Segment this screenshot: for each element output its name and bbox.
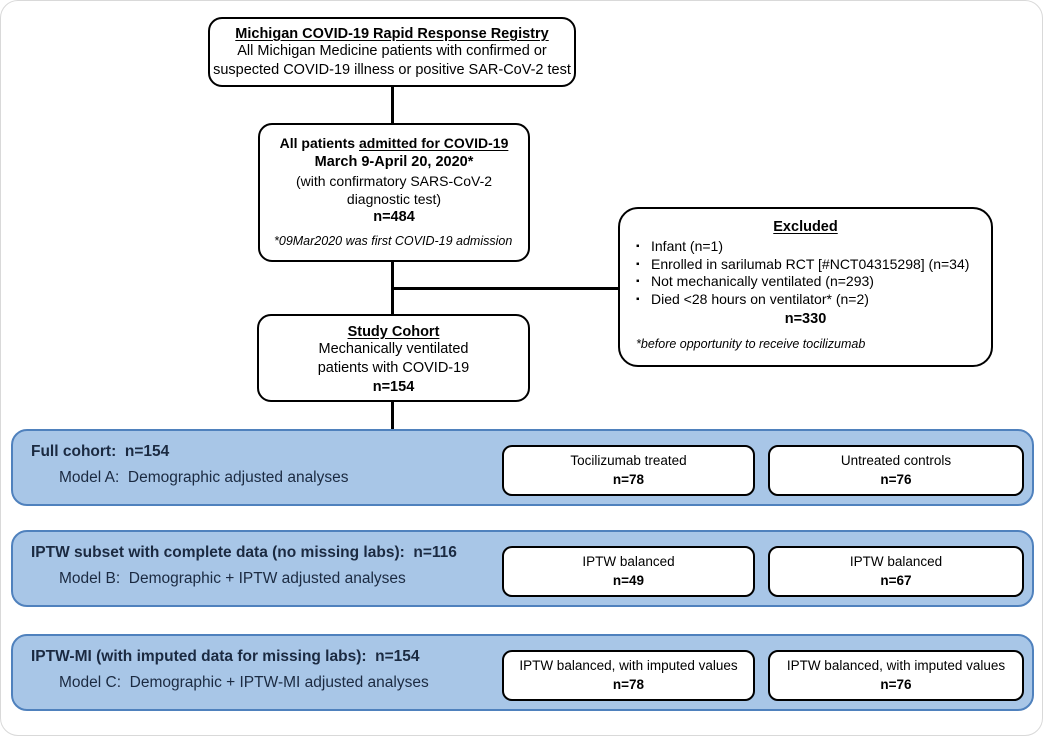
admitted-dates: March 9-April 20, 2020* [314,153,474,170]
excluded-item-text: Enrolled in sarilumab RCT [#NCT04315298] (n=34) [651,255,970,272]
list-item [636,256,991,274]
group-n: n=78 [612,471,645,487]
group-n: n=49 [612,572,645,588]
group-box-treated [502,445,755,496]
model-row-c [11,634,1034,711]
list-item [636,273,991,291]
group-box-controls [768,650,1024,701]
excluded-list [636,238,991,309]
row-header: Full cohort: n=154 [31,443,170,460]
excluded-title: Excluded [773,219,838,235]
connector-branch-excluded [392,287,619,290]
admitted-title [260,134,528,153]
excluded-item-text: Infant (n=1) [651,238,723,254]
admitted-footnote: *09Mar2020 was first COVID-19 admission [274,234,513,248]
row-model-label: Model C: Demographic + IPTW-MI adjusted analyses [59,674,429,691]
connector-registry-admitted [391,85,394,125]
model-row-a [11,429,1034,506]
excluded-item-text: Died <28 hours on ventilator* (n=2) [651,290,869,307]
cohort-body: Mechanically ventilated patients with COVID-19 [317,341,470,376]
group-label: Untreated controls [840,453,952,469]
bullet-icon: ▪ [636,258,640,270]
group-label: IPTW balanced [582,554,675,570]
row-header: IPTW-MI (with imputed data for missing labs): n=154 [31,648,420,665]
registry-title: Michigan COVID-19 Rapid Response Registry [235,26,549,42]
group-n: n=76 [880,471,912,487]
connector-cohort-rows [391,400,394,431]
list-item [636,291,991,309]
group-label: Tocilizumab treated [570,453,687,469]
registry-body: All Michigan Medicine patients with confirmed or suspected COVID-19 illness or positive SAR-CoV-2 test [213,43,571,78]
group-n: n=67 [880,572,912,588]
admitted-box [258,123,530,262]
group-box-controls [768,445,1024,496]
group-box-treated [502,546,755,597]
row-model-label: Model A: Demographic adjusted analyses [59,469,349,486]
model-row-b [11,530,1034,607]
admitted-title-prefix: All patients [279,135,359,151]
cohort-n: n=154 [372,378,415,395]
registry-box [208,17,576,87]
bullet-icon: ▪ [636,276,640,288]
group-n: n=76 [880,676,912,692]
admitted-detail: (with confirmatory SARS-CoV-2 diagnostic test) [295,172,493,207]
row-header: IPTW subset with complete data (no missing labs): n=116 [31,544,457,561]
study-cohort-box [257,314,530,402]
excluded-n: n=330 [784,310,827,327]
group-label: IPTW balanced, with imputed values [786,658,1006,674]
excluded-box [618,207,993,367]
group-label: IPTW balanced [849,554,943,570]
row-model-label: Model B: Demographic + IPTW adjusted analyses [59,570,406,587]
excluded-item-text: Not mechanically ventilated (n=293) [651,273,874,290]
group-n: n=78 [612,676,645,692]
admitted-n: n=484 [373,209,415,226]
cohort-title: Study Cohort [347,324,440,340]
bullet-icon: ▪ [636,241,640,252]
bullet-icon: ▪ [636,293,640,305]
group-label: IPTW balanced, with imputed values [519,658,738,674]
group-box-controls [768,546,1024,597]
list-item [636,238,991,256]
excluded-footnote: *before opportunity to receive tocilizumab [636,337,866,351]
admitted-title-underlined: admitted for COVID-19 [359,135,509,151]
group-box-treated [502,650,755,701]
